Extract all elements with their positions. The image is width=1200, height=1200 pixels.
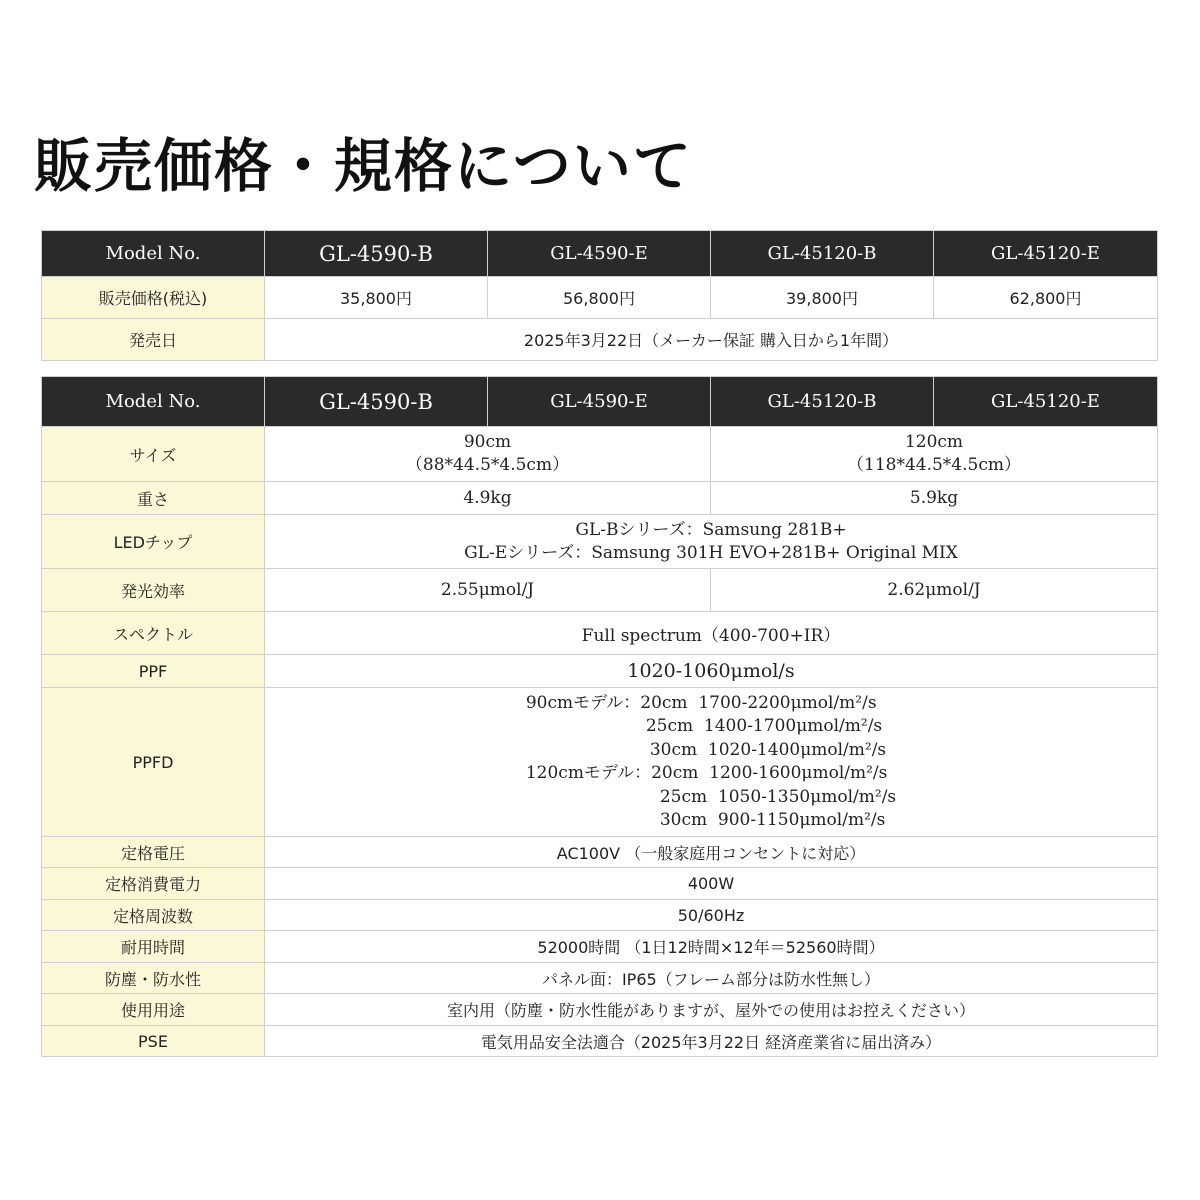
header-gl-4590-e: GL-4590-E (488, 231, 711, 277)
pse-value: 電気用品安全法適合（2025年3月22日 経済産業省に届出済み） (265, 1026, 1158, 1057)
power-row (42, 868, 1158, 900)
led-row (42, 515, 1158, 569)
release-row (42, 319, 1158, 361)
frequency-row (42, 900, 1158, 931)
ppf-label: PPF (42, 655, 265, 688)
led-label: LEDチップ (42, 515, 265, 569)
efficiency-label: 発光効率 (42, 569, 265, 612)
lifetime-label: 耐用時間 (42, 931, 265, 963)
header-gl-4590-e: GL-4590-E (488, 377, 711, 427)
size-90cm-line2: （88*44.5*4.5cm） (405, 455, 570, 475)
size-row (42, 427, 1158, 482)
pse-row (42, 1026, 1158, 1057)
ppfd-line: 90cmモデル：20cm 1700-2200μmol/m²/s (525, 692, 877, 713)
weight-row (42, 482, 1158, 515)
efficiency-90cm: 2.55μmol/J (265, 569, 711, 612)
led-line2: GL-Eシリーズ：Samsung 301H EVO+281B+ Original MIX (464, 542, 958, 563)
usage-row (42, 994, 1158, 1026)
spectrum-value: Full spectrum（400-700+IR） (265, 612, 1158, 655)
ppf-row (42, 655, 1158, 688)
led-line1: GL-Bシリーズ：Samsung 281B+ (575, 519, 847, 540)
header-model-no: Model No. (42, 231, 265, 277)
ppfd-line: 30cm 900-1150μmol/m²/s (659, 810, 886, 830)
power-label: 定格消費電力 (42, 868, 265, 900)
power-value: 400W (265, 868, 1158, 900)
price-gl-4590-b: 35,800円 (265, 277, 488, 319)
spectrum-label: スペクトル (42, 612, 265, 655)
size-120cm-line1: 120cm (904, 432, 964, 452)
voltage-row (42, 837, 1158, 868)
led-value (265, 515, 1158, 569)
spectrum-row (42, 612, 1158, 655)
frequency-label: 定格周波数 (42, 900, 265, 931)
ppfd-line: 25cm 1050-1350μmol/m²/s (659, 786, 897, 807)
voltage-value: AC100V （一般家庭用コンセントに対応） (265, 837, 1158, 868)
header-gl-4590-b: GL-4590-B (265, 377, 488, 427)
release-value: 2025年3月22日（メーカー保証 購入日から1年間） (265, 319, 1158, 361)
price-gl-45120-b: 39,800円 (711, 277, 934, 319)
price-row (42, 277, 1158, 319)
header-gl-45120-b: GL-45120-B (711, 377, 934, 427)
size-label: サイズ (42, 427, 265, 482)
waterproof-value: パネル面：IP65（フレーム部分は防水性無し） (265, 963, 1158, 994)
header-model-no: Model No. (42, 377, 265, 427)
usage-value: 室内用（防塵・防水性能がありますが、屋外での使用はお控えください） (265, 994, 1158, 1026)
spec-table (41, 376, 1158, 1057)
price-table (41, 230, 1158, 361)
size-120cm (711, 427, 1158, 482)
ppfd-label: PPFD (42, 688, 265, 837)
weight-label: 重さ (42, 482, 265, 515)
pse-label: PSE (42, 1026, 265, 1057)
efficiency-row (42, 569, 1158, 612)
price-gl-45120-e: 62,800円 (934, 277, 1158, 319)
page-title: 販売価格・規格について (34, 132, 693, 200)
ppfd-row (42, 688, 1158, 837)
ppfd-value (265, 688, 1158, 837)
usage-label: 使用用途 (42, 994, 265, 1026)
frequency-value: 50/60Hz (265, 900, 1158, 931)
weight-90cm: 4.9kg (265, 482, 711, 515)
ppfd-line: 120cmモデル：20cm 1200-1600μmol/m²/s (525, 763, 888, 783)
efficiency-120cm: 2.62μmol/J (711, 569, 1158, 612)
waterproof-row (42, 963, 1158, 994)
price-gl-4590-e: 56,800円 (488, 277, 711, 319)
size-120cm-line2: （118*44.5*4.5cm） (847, 455, 1021, 475)
release-label: 発売日 (42, 319, 265, 361)
lifetime-value: 52000時間 （1日12時間×12年＝52560時間） (265, 931, 1158, 963)
voltage-label: 定格電圧 (42, 837, 265, 868)
header-gl-4590-b: GL-4590-B (265, 231, 488, 277)
size-90cm-line1: 90cm (463, 432, 512, 452)
weight-120cm: 5.9kg (711, 482, 1158, 515)
ppf-value: 1020-1060μmol/s (265, 655, 1158, 688)
size-90cm (265, 427, 711, 482)
lifetime-row (42, 931, 1158, 963)
ppfd-line: 25cm 1400-1700μmol/m²/s (645, 716, 883, 736)
ppfd-line: 30cm 1020-1400μmol/m²/s (649, 739, 887, 760)
header-gl-45120-e: GL-45120-E (934, 377, 1158, 427)
header-gl-45120-e: GL-45120-E (934, 231, 1158, 277)
header-gl-45120-b: GL-45120-B (711, 231, 934, 277)
price-label: 販売価格(税込) (42, 277, 265, 319)
ppfd-list (526, 692, 896, 833)
spec-table-header (42, 377, 1158, 427)
price-table-header (42, 231, 1158, 277)
waterproof-label: 防塵・防水性 (42, 963, 265, 994)
